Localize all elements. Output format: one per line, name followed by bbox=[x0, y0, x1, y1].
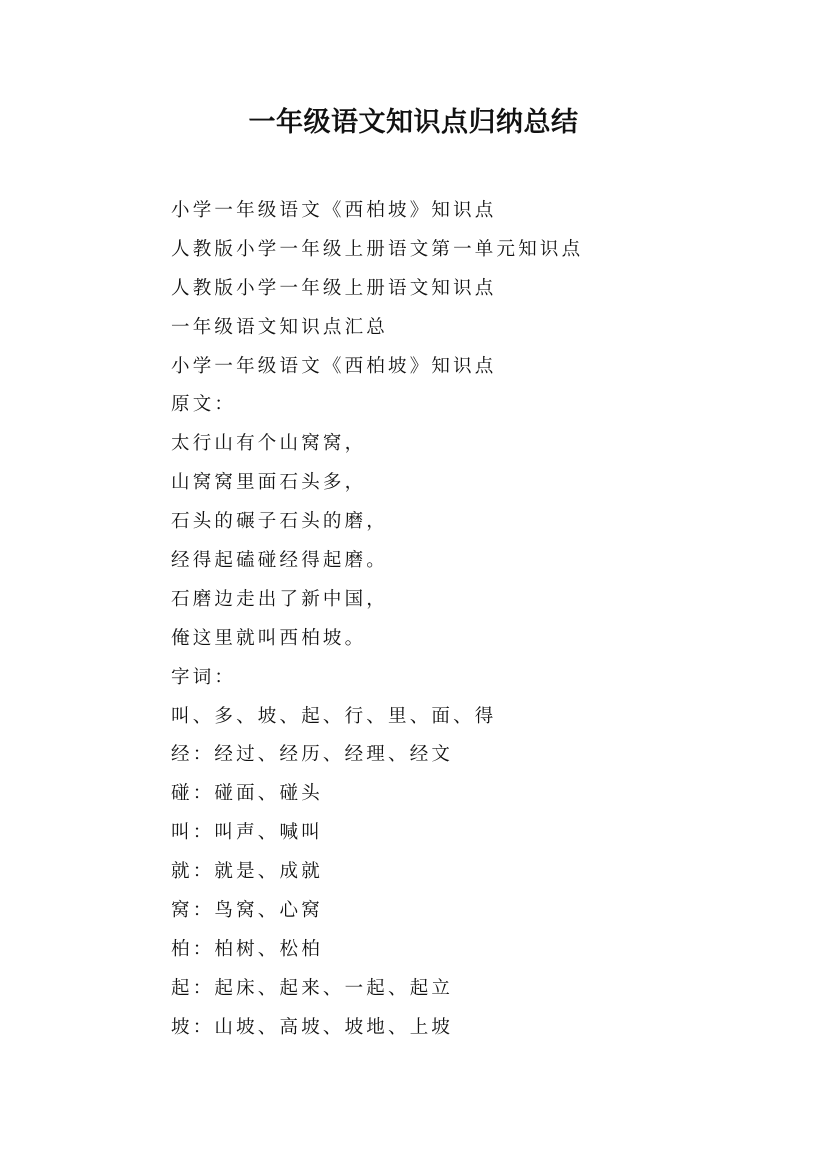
text-line: 叫：叫声、喊叫 bbox=[171, 822, 323, 844]
text-line: 就：就是、成就 bbox=[171, 861, 323, 883]
document-body bbox=[171, 192, 791, 1048]
text-line: 人教版小学一年级上册语文第一单元知识点 bbox=[171, 238, 584, 260]
text-line: 太行山有个山窝窝， bbox=[171, 433, 367, 455]
text-line: 石头的碾子石头的磨， bbox=[171, 511, 389, 533]
text-line: 原文： bbox=[171, 394, 237, 416]
text-line: 字词： bbox=[171, 666, 237, 688]
text-line: 小学一年级语文《西柏坡》知识点 bbox=[171, 355, 497, 377]
text-line: 俺这里就叫西柏坡。 bbox=[171, 627, 367, 649]
text-line: 山窝窝里面石头多， bbox=[171, 472, 367, 494]
text-line: 经：经过、经历、经理、经文 bbox=[171, 744, 454, 766]
text-line: 柏：柏树、松柏 bbox=[171, 938, 323, 960]
document-title: 一年级语文知识点归纳总结 bbox=[248, 107, 579, 138]
text-line: 人教版小学一年级上册语文知识点 bbox=[171, 277, 497, 299]
text-line: 窝：鸟窝、心窝 bbox=[171, 900, 323, 922]
text-line: 石磨边走出了新中国， bbox=[171, 588, 389, 610]
text-line: 叫、多、坡、起、行、里、面、得 bbox=[171, 705, 497, 727]
text-line: 一年级语文知识点汇总 bbox=[171, 316, 389, 338]
text-line: 小学一年级语文《西柏坡》知识点 bbox=[171, 200, 497, 221]
text-line: 碰：碰面、碰头 bbox=[171, 783, 323, 805]
text-line: 经得起磕碰经得起磨。 bbox=[171, 550, 389, 572]
text-line: 起：起床、起来、一起、起立 bbox=[171, 977, 454, 999]
text-line: 坡：山坡、高坡、坡地、上坡 bbox=[171, 1016, 454, 1038]
